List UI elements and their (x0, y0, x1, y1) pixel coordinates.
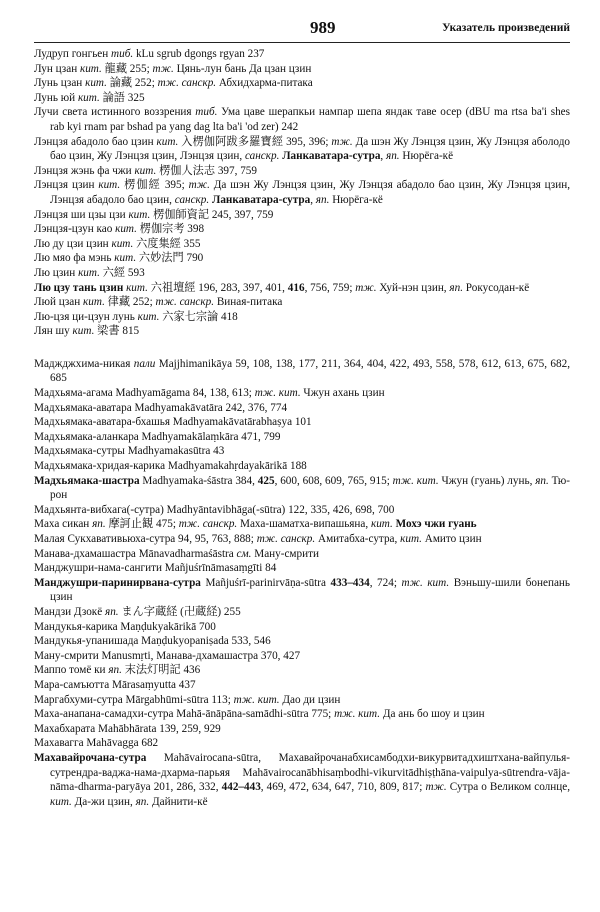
entry-segment: Мадхьямака-шастра (34, 474, 140, 487)
index-entry (34, 649, 570, 664)
entry-segment: яп. (108, 664, 122, 677)
entry-segment: тж. кит. (401, 576, 450, 589)
entry-segment: 楞伽宗考 398 (136, 223, 205, 236)
entry-segment: Лучи света истинного воззрения (34, 106, 196, 119)
entry-segment: 龍藏 255; (101, 62, 153, 75)
entry-segment: Мандукья-карика Maṇḍukyakārikā 700 (34, 620, 216, 633)
entry-segment: Маргабхуми-сутра Mārgabhūmi-sūtra 113; (34, 693, 234, 706)
index-entry (34, 401, 570, 416)
entry-segment: яп. (315, 193, 330, 206)
index-body (34, 47, 570, 809)
entry-segment: Ману-смрити (251, 547, 319, 560)
entry-segment: Вэньшу-шили бонепань цзин (50, 576, 570, 604)
entry-segment: Дао ди цзин (279, 693, 341, 706)
entry-segment: Majjhimanikāya 59, 108, 138, 177, 211, 364, 404, 422, 493, 558, 578, 612, 613, 675, 682, 685 (50, 357, 570, 385)
index-entry (34, 91, 570, 106)
entry-segment: Мадхьямака-хридая-карика Madhyamakahṛdayakārikā 188 (34, 460, 307, 473)
entry-segment: Маха-анапана-самадхи-сутра Mahā-ānāpāna-samādhi-sūtra 775; (34, 708, 335, 721)
entry-segment: , 724; (369, 576, 402, 589)
entry-segment: Рокусодан-кё (463, 281, 530, 294)
index-entry (34, 324, 570, 339)
entry-segment: тж. (425, 781, 447, 794)
entry-segment: Чжун (гуань) лунь, (438, 474, 536, 487)
entry-segment: Мадхьямака-аватара Madhyamakāvatāra 242, 376, 774 (34, 401, 288, 414)
entry-segment: Лю цзу тань цзин (34, 281, 124, 294)
index-entry (34, 693, 570, 708)
entry-segment: кит. (72, 325, 95, 338)
entry-segment: 末法灯明記 436 (121, 664, 201, 677)
entry-segment: Люй цзан (34, 296, 84, 309)
entry-segment: кит. (134, 164, 157, 177)
index-entry (34, 503, 570, 518)
entry-segment: Мохэ чжи гуань (395, 518, 477, 531)
entry-segment: кит. (114, 252, 137, 265)
index-entry (34, 547, 570, 562)
entry-segment: Мадхьямака-аватара-бхашья Madhyamakāvatārabhaṣya 101 (34, 416, 312, 429)
entry-segment: Лэнцзя ши цзы цзи (34, 208, 129, 221)
entry-segment: 楞伽經 395; (120, 179, 189, 192)
entry-segment: Маппо томё ки (34, 664, 109, 677)
entry-segment: Да шэн Жу Лэнцзя цзин, Жу Лэнцзя аболодо бао цзин, Жу Лэнцзя цзин, Лэнцзя цзин, (50, 135, 570, 163)
entry-segment: , (380, 150, 387, 163)
running-header (34, 20, 570, 43)
entry-segment: кит. (83, 296, 105, 309)
entry-segment: кит. (50, 795, 72, 808)
entry-segment: 入楞伽阿跋多羅寶經 395, 396; (178, 135, 332, 148)
entry-segment: 梁書 815 (94, 325, 140, 338)
entry-segment: кит. (126, 281, 148, 294)
entry-segment: Тю-рон (50, 474, 571, 502)
index-entry (34, 178, 570, 207)
entry-segment: санскр. (174, 193, 210, 206)
entry-segment: Абхидхарма-питака (216, 77, 313, 90)
entry-segment: , 600, 608, 609, 765, 915; (274, 474, 393, 487)
index-entry (34, 266, 570, 281)
entry-segment: Лудруп гонгьен (34, 48, 112, 60)
entry-segment: кит. (370, 518, 393, 531)
entry-segment: яп. (386, 150, 400, 163)
index-entry (34, 561, 570, 576)
entry-segment: Амито цзин (421, 533, 482, 545)
entry-segment: 摩訶止観 475; (105, 518, 179, 531)
entry-segment: , 469, 472, 634, 647, 710, 809, 817; (260, 781, 426, 794)
index-entry (34, 722, 570, 737)
entry-segment: тж. санскр. (157, 77, 217, 90)
entry-segment: яп. (92, 518, 106, 531)
entry-segment: Ману-смрити Manusmṛti, Манава-дхамашастра 370, 427 (34, 649, 301, 662)
entry-segment: кит. (77, 91, 100, 104)
index-entry (34, 751, 570, 809)
index-entry (34, 222, 570, 237)
index-entry (34, 295, 570, 310)
entry-segment: 433–434 (330, 576, 370, 589)
entry-segment: 楞伽師資記 245, 397, 759 (150, 208, 274, 221)
index-entry (34, 620, 570, 635)
entry-segment: Малая Сукхавативьюха-сутра 94, 95, 763, 888; (34, 533, 257, 545)
index-entry (34, 678, 570, 693)
entry-segment: Маха сикан (34, 518, 93, 531)
entry-segment: Махабхарата Mahābhārata 139, 259, 929 (34, 722, 221, 735)
entry-segment: , 756, 759; (304, 281, 356, 294)
entry-segment: Мандзи Дзокё (34, 605, 105, 618)
entry-segment: Манджушри-нама-сангити Mañjuśrīnāmasaṃgīti 84 (34, 562, 277, 575)
entry-segment: кит. (400, 533, 422, 545)
entry-segment: Виная-питака (214, 296, 283, 309)
section-title: Указатель произведений (442, 22, 570, 34)
entry-segment: Маджджхима-никая (34, 357, 134, 370)
entry-segment: 六度集經 355 (133, 237, 201, 250)
entry-segment: тж. (331, 135, 353, 148)
entry-segment: Лю цзин (34, 266, 79, 279)
entry-segment: Mañjuśrī-parinirvāṇa-sūtra (200, 576, 331, 589)
entry-segment: тж. кит. (392, 474, 439, 487)
index-entry (34, 444, 570, 459)
entry-segment: кит. (128, 208, 151, 221)
entry-segment: Да ань бо шоу и цзин (380, 708, 485, 721)
entry-segment: Да шэн Жу Лэнцзя цзин, Жу Лэнцзя абадоло бао цзин, Жу Лэнцзя цзин, Лэнцзя абадоло бао цзин, (50, 179, 570, 206)
entry-segment: Ланкаватара-сутра (282, 150, 381, 163)
page-number: 989 (310, 18, 336, 37)
entry-segment: Мадхьямака-аланкара Madhyamakālaṃkāra 471, 799 (34, 430, 281, 443)
index-entry (34, 415, 570, 430)
entry-segment: тж. санскр. (256, 533, 316, 545)
entry-segment: кит. (115, 223, 137, 236)
entry-segment: Манджушри-паринирвана-сутра (34, 576, 201, 589)
entry-segment: тж. (355, 281, 377, 294)
entry-segment: яп. (135, 795, 150, 808)
entry-segment: Мадхьянта-вибхага(-сутра) Madhyāntavibhāga(-sūtra) 122, 335, 426, 698, 700 (34, 503, 395, 516)
entry-segment: Лю-цзя ци-цзун лунь (34, 310, 138, 323)
index-entry (34, 605, 570, 620)
entry-segment: Махавагга Mahāvagga 682 (34, 737, 159, 750)
entry-segment: まん字蔵経 (卍蔵経) 255 (118, 605, 241, 618)
entry-segment: Лун цзан (34, 62, 80, 75)
entry-segment: тж. санскр. (178, 518, 238, 531)
index-entry (34, 76, 570, 91)
index-entry (34, 357, 570, 386)
entry-segment: Хуй-нэн цзин, (376, 281, 450, 294)
index-entry (34, 517, 570, 532)
entry-segment: Амитабха-сутра, (315, 533, 401, 545)
index-entry (34, 164, 570, 179)
index-entry (34, 459, 570, 474)
entry-segment: тж. (188, 179, 210, 192)
entry-segment: Ланкаватара-сутра (211, 193, 311, 206)
entry-segment: Мадхьямa-агама Madhyamāgama 84, 138, 613; (34, 387, 255, 400)
entry-segment: Цянь-лун бань Да цзан цзин (173, 62, 312, 75)
index-entry (34, 532, 570, 547)
entry-segment: Махавайрочана-сутра (34, 751, 147, 764)
index-entry (34, 105, 570, 134)
index-entry (34, 634, 570, 649)
group-divider (34, 339, 570, 357)
index-entry (34, 135, 570, 164)
entry-segment: Да-жи цзин, (71, 795, 136, 808)
entry-segment: Лунь цзан (34, 77, 86, 90)
entry-segment: 六妙法門 790 (136, 252, 204, 265)
index-entry (34, 251, 570, 266)
index-entry (34, 310, 570, 325)
entry-segment: тж. кит. (334, 708, 381, 721)
entry-segment: Лян шу (34, 325, 73, 338)
entry-segment: яп. (449, 281, 463, 294)
entry-segment: Madhyamaka-śāstra 384, (139, 474, 258, 487)
entry-segment: тж. кит. (254, 387, 301, 400)
entry-segment: Лэнцзя абадоло бао цзин (34, 135, 157, 148)
index-entry (34, 208, 570, 223)
entry-segment: Мадхьямака-сутры Madhyamakasūtra 43 (34, 445, 225, 458)
entry-segment: 六祖壇經 196, 283, 397, 401, (147, 281, 288, 294)
entry-segment: кит. (85, 77, 107, 90)
entry-segment: см. (236, 547, 252, 560)
entry-segment: kLu sgrub dgongs rgyan 237 (133, 48, 265, 60)
index-entry (34, 736, 570, 751)
entry-segment: кит. (111, 237, 134, 250)
entry-segment: пали (133, 357, 156, 370)
entry-segment: Чжун ахань цзин (300, 387, 385, 400)
entry-segment: 律藏 252; (104, 296, 156, 309)
index-entry (34, 707, 570, 722)
entry-segment: Мандукья-упанишада Maṇḍukyopaniṣada 533, 546 (34, 635, 271, 648)
entry-segment: тиб. (111, 48, 134, 60)
entry-segment: яп. (105, 605, 119, 618)
entry-segment: Лю мяо фа мэнь (34, 252, 115, 265)
entry-segment: кит. (78, 266, 100, 279)
index-entry (34, 663, 570, 678)
entry-segment: Лэнцзя-цзун као (34, 223, 116, 236)
entry-segment: тж. санскр. (155, 296, 215, 309)
entry-segment: Mahāvairocana-sūtra, Махавайрочанабхисамбодхи-викурвитадхиштхана-вайпулья-сутрендра-ваджа-нама-дхарма-парьяя Mahāvairocanābhisaṃbodhi-vikurvitādhiṣṭhāna-vaipulya-sūtrendra-vāja-nāma-dharma-paryāya 201, 286, 332, (50, 751, 570, 794)
index-entry (34, 281, 570, 296)
entry-segment: 425 (257, 474, 275, 487)
index-group-l (34, 47, 570, 339)
entry-segment: тиб. (195, 106, 218, 119)
entry-segment: санскр. (244, 150, 280, 163)
index-entry (34, 474, 570, 503)
entry-segment: 論語 325 (99, 91, 145, 104)
entry-segment: яп. (535, 474, 549, 487)
entry-segment: кит. (137, 310, 160, 323)
entry-segment: Ума цаве шерапкьи нампар шепа яндак таве осер (dBU ma rtsa ba'i shes rab kyi rnam par bshad pa yang dag lta ba'i 'od zer) 242 (50, 106, 570, 133)
entry-segment: , (310, 193, 316, 206)
entry-segment: Нюрёга-кё (399, 150, 454, 163)
entry-segment: Манава-дхамашастра Mānavadharmaśāstra (34, 547, 237, 560)
index-entry (34, 430, 570, 445)
entry-segment: кит. (98, 179, 121, 192)
entry-segment: кит. (156, 135, 179, 148)
entry-segment: 楞伽人法志 397, 759 (156, 164, 257, 177)
index-entry (34, 576, 570, 605)
entry-segment: кит. (79, 62, 102, 75)
entry-segment: 416 (287, 281, 305, 294)
entry-segment: 六家七宗論 418 (159, 310, 238, 323)
entry-segment: 論藏 252; (106, 77, 158, 90)
index-entry (34, 386, 570, 401)
index-entry (34, 47, 570, 62)
entry-segment: Лунь юй (34, 91, 78, 104)
entry-segment: Нюрёга-кё (329, 193, 383, 206)
index-entry (34, 62, 570, 77)
entry-segment: Сутра о Великом солнце, (446, 781, 570, 794)
entry-segment: тж. (152, 62, 174, 75)
entry-segment: 六經 593 (99, 266, 145, 279)
entry-segment: Лэнцзя жэнь фа чжи (34, 164, 135, 177)
entry-segment: тж. кит. (233, 693, 280, 706)
entry-segment: Маха-шаматха-випашьяна, (237, 518, 371, 531)
entry-segment: Дайнити-кё (149, 795, 208, 808)
entry-segment: 442–443 (221, 781, 261, 794)
index-entry (34, 237, 570, 252)
entry-segment: Лэнцзя цзин (34, 179, 99, 192)
index-group-m (34, 357, 570, 809)
entry-segment: Мара-самъютта Mārasaṃyutta 437 (34, 678, 196, 691)
entry-segment: Лю ду цзи цзин (34, 237, 112, 250)
